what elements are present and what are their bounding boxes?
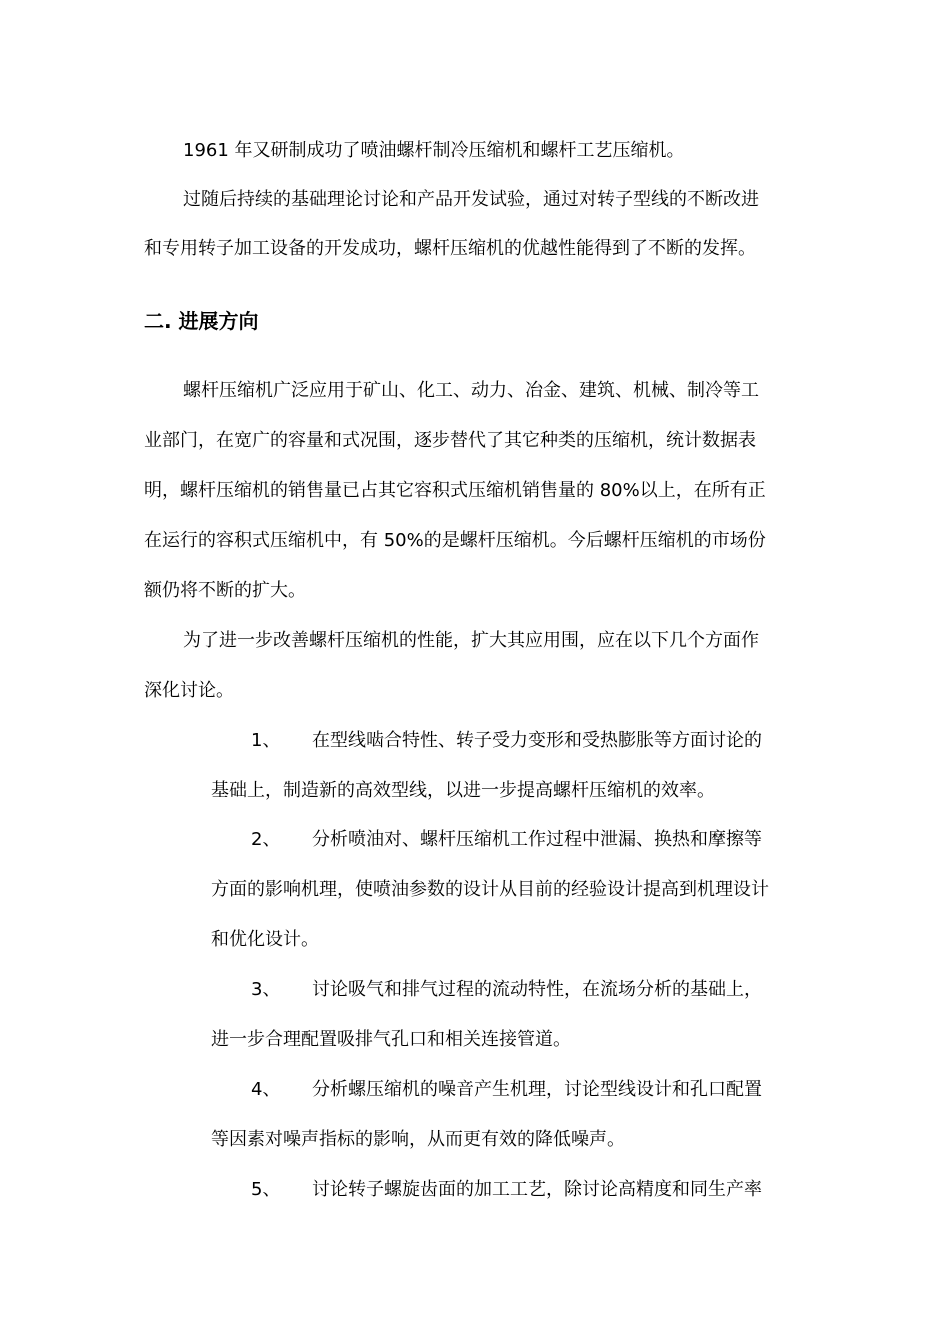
- section-heading: 二. 进展方向: [144, 309, 259, 333]
- para1-line-1: 螺杆压缩机广泛应用于矿山、化工、动力、冶金、建筑、机械、制冷等工: [183, 380, 759, 401]
- list-item-text: 基础上，制造新的高效型线，以进一步提高螺杆压缩机的效率。: [211, 780, 715, 801]
- list-item-text: 在型线啮合特性、转子受力变形和受热膨胀等方面讨论的: [312, 730, 762, 751]
- list-item-text: 讨论吸气和排气过程的流动特性，在流场分析的基础上，: [312, 979, 762, 1000]
- intro-line-3: 和专用转子加工设备的开发成功，螺杆压缩机的优越性能得到了不断的发挥。: [144, 238, 756, 259]
- list-item-number: 4、: [251, 1079, 281, 1100]
- para2-line-1: 为了进一步改善螺杆压缩机的性能，扩大其应用围，应在以下几个方面作: [183, 630, 759, 651]
- intro-line-1: 1961 年又研制成功了喷油螺杆制冷压缩机和螺杆工艺压缩机。: [183, 140, 685, 161]
- para1-line-5: 额仍将不断的扩大。: [144, 580, 306, 601]
- intro-line-2: 过随后持续的基础理论讨论和产品开发试验，通过对转子型线的不断改进: [183, 189, 759, 210]
- list-item-number: 5、: [251, 1179, 281, 1200]
- list-item-text: 讨论转子螺旋齿面的加工工艺，除讨论高精度和同生产率: [312, 1179, 762, 1200]
- para1-line-4: 在运行的容积式压缩机中，有 50%的是螺杆压缩机。今后螺杆压缩机的市场份: [144, 530, 766, 551]
- list-item-text: 分析喷油对、螺杆压缩机工作过程中泄漏、换热和摩擦等: [312, 829, 762, 850]
- para2-line-2: 深化讨论。: [144, 680, 234, 701]
- para1-line-2: 业部门，在宽广的容量和式况围，逐步替代了其它种类的压缩机，统计数据表: [144, 430, 756, 451]
- list-item-number: 2、: [251, 829, 281, 850]
- list-item-text: 分析螺压缩机的噪音产生机理，讨论型线设计和孔口配置: [312, 1079, 762, 1100]
- list-item-text: 方面的影响机理，使喷油参数的设计从目前的经验设计提高到机理设计: [211, 879, 769, 900]
- list-item-number: 1、: [251, 730, 281, 751]
- list-item-text: 和优化设计。: [211, 929, 319, 950]
- list-item-text: 等因素对噪声指标的影响，从而更有效的降低噪声。: [211, 1129, 625, 1150]
- list-item-text: 进一步合理配置吸排气孔口和相关连接管道。: [211, 1029, 571, 1050]
- list-item-number: 3、: [251, 979, 281, 1000]
- para1-line-3: 明，螺杆压缩机的销售量已占其它容积式压缩机销售量的 80%以上，在所有正: [144, 480, 766, 501]
